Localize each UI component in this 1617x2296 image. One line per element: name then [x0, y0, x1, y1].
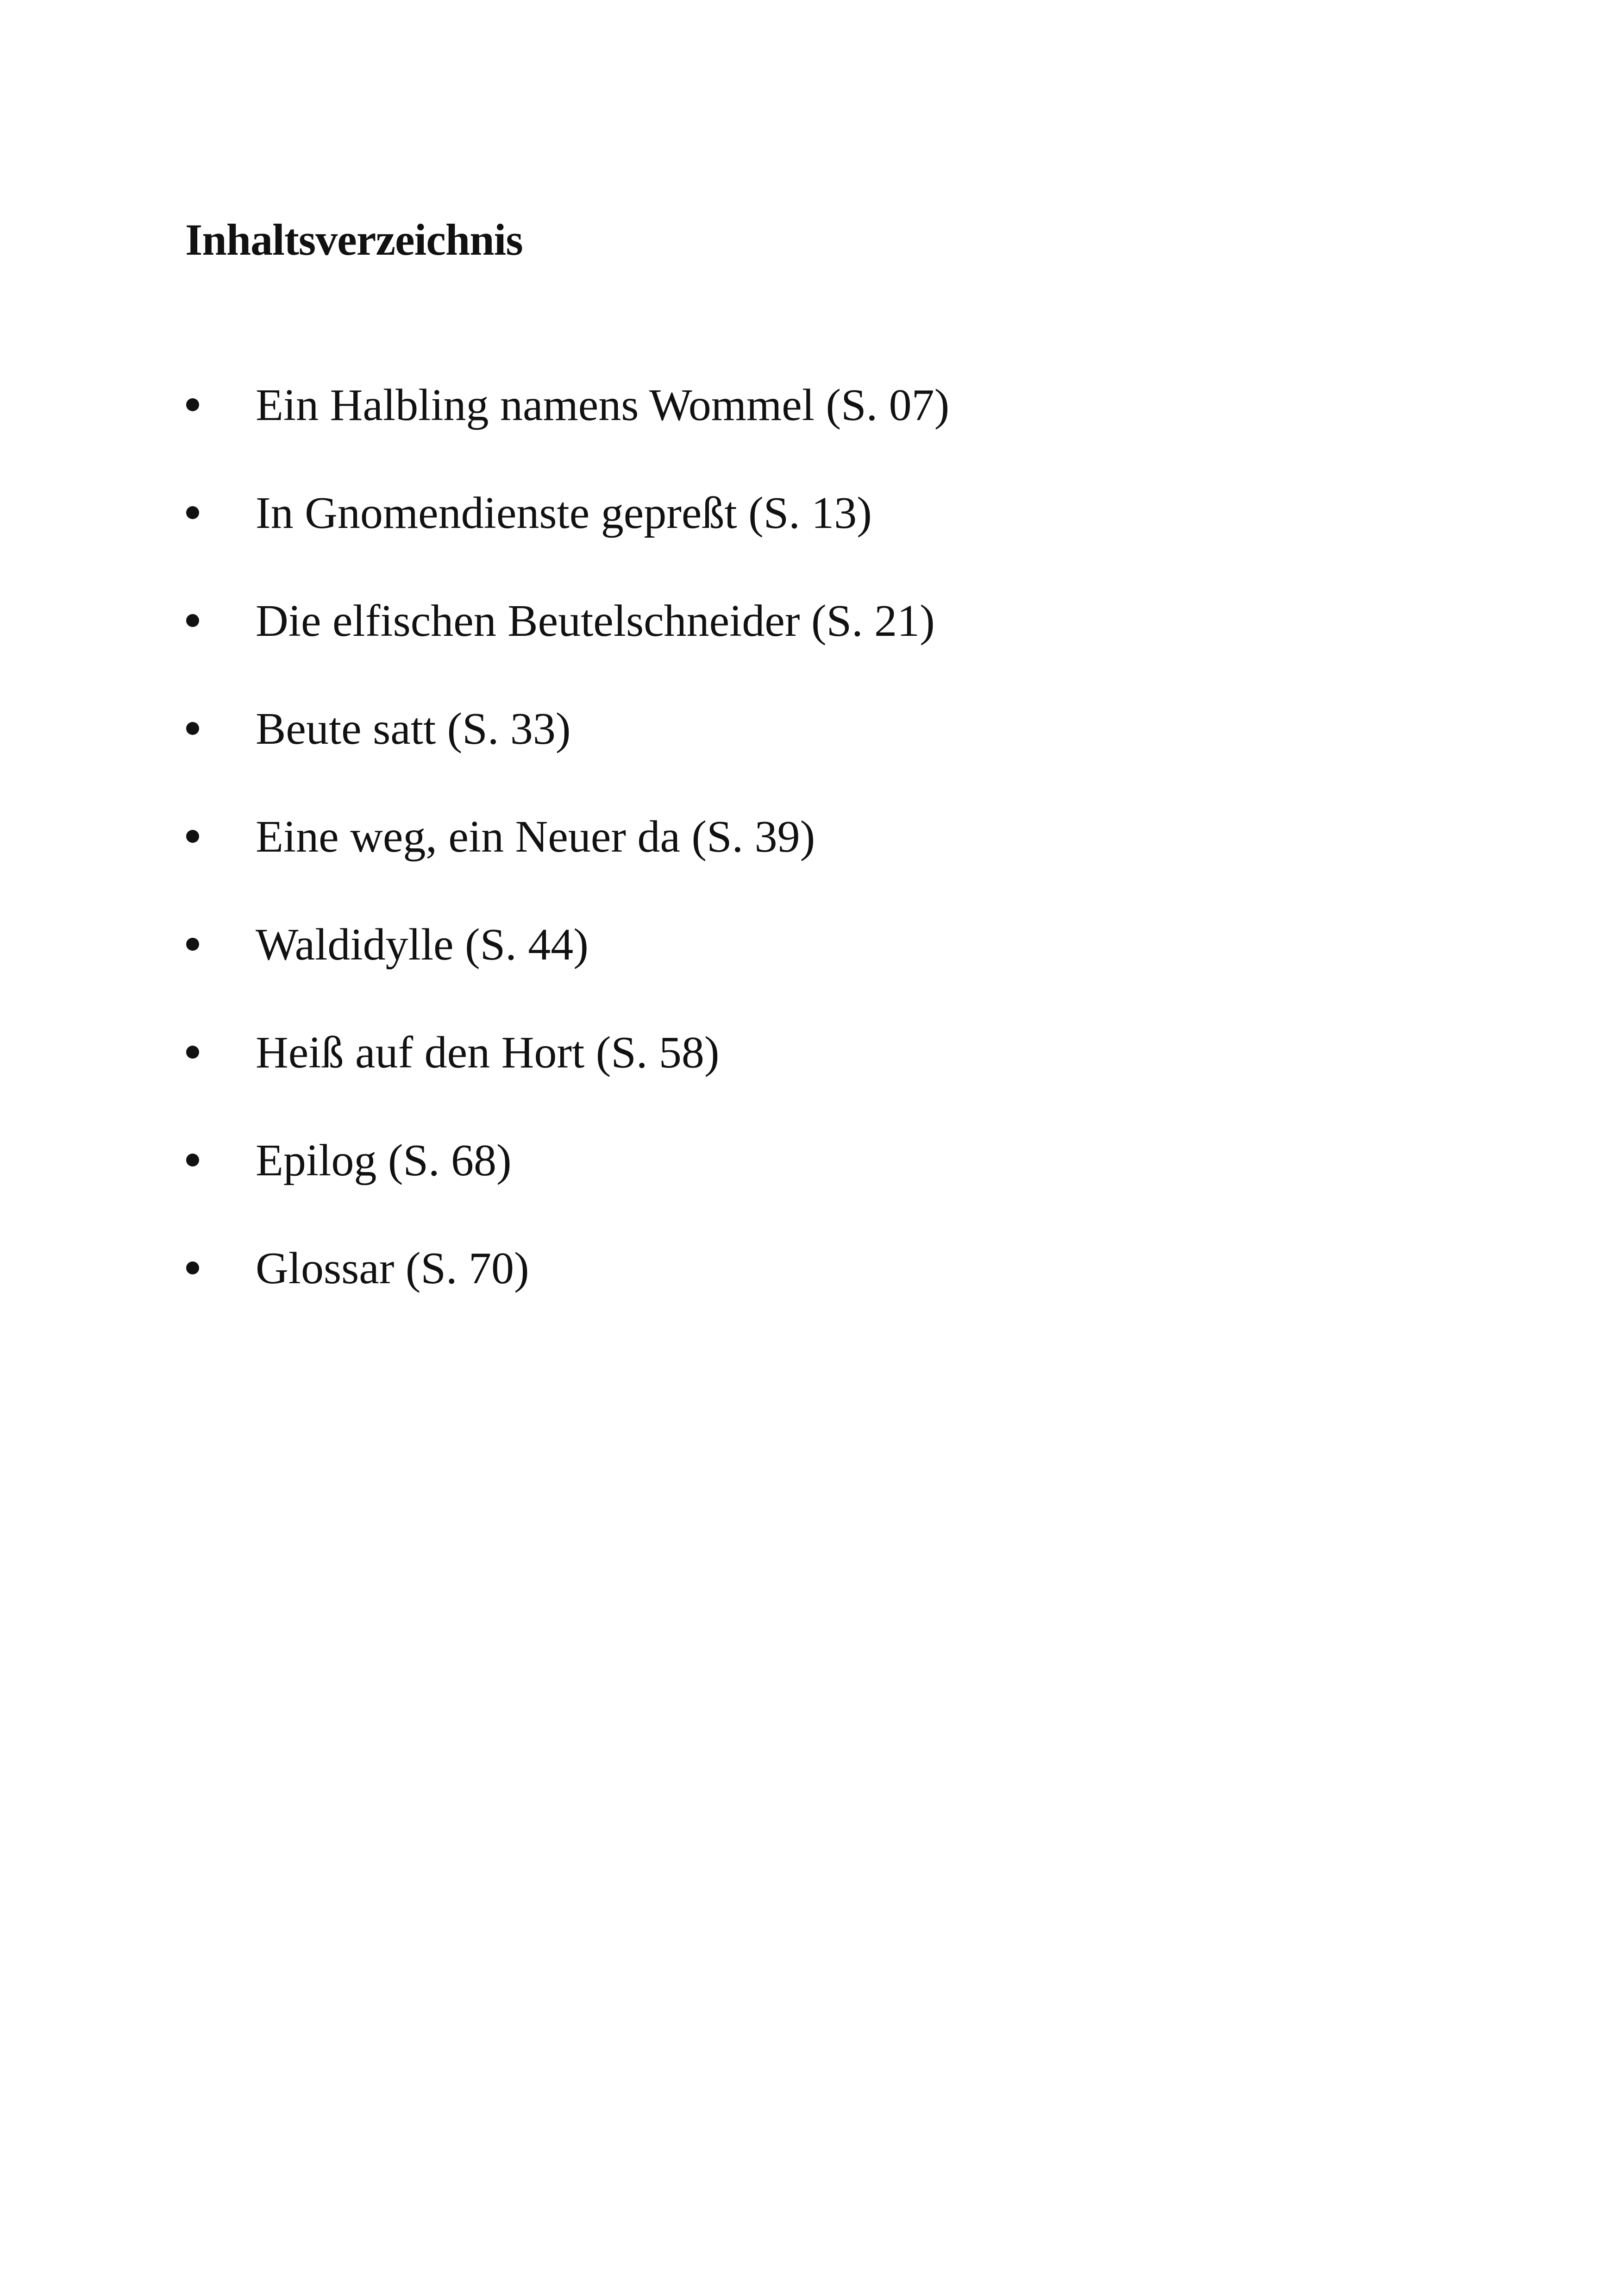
toc-entry — [0, 814, 1389, 922]
toc-entry-text: Waldidylle (S. 44) — [256, 920, 589, 970]
toc-entry — [0, 598, 1389, 706]
toc-entry-text: Eine weg, ein Neuer da (S. 39) — [256, 812, 815, 862]
toc-title: Inhaltsverzeichnis — [185, 215, 523, 264]
toc-entry-text: Epilog (S. 68) — [256, 1135, 512, 1186]
toc-entry-text: Ein Halbling namens Wommel (S. 07) — [256, 380, 950, 430]
bullet-icon — [186, 938, 199, 951]
bullet-icon — [186, 722, 199, 735]
toc-entry-text: Glossar (S. 70) — [256, 1243, 529, 1293]
toc-entry — [0, 490, 1389, 598]
toc-entry — [0, 922, 1389, 1030]
toc-entry — [0, 1135, 1389, 1246]
bullet-icon — [186, 398, 199, 411]
toc-entry — [0, 1030, 1389, 1138]
toc-entry-text: Die elfischen Beutelschneider (S. 21) — [256, 596, 935, 646]
bullet-icon — [186, 1154, 199, 1167]
bullet-icon — [186, 830, 199, 843]
bullet-icon — [186, 614, 199, 627]
toc-entry — [0, 706, 1389, 814]
toc-entry-text: Beute satt (S. 33) — [256, 704, 571, 754]
bullet-icon — [186, 1261, 199, 1274]
toc-entry — [0, 1243, 1389, 1354]
toc-list — [0, 380, 1389, 1354]
bullet-icon — [186, 1046, 199, 1059]
toc-entry — [0, 380, 1389, 490]
toc-entry-text: In Gnomendienste gepreßt (S. 13) — [256, 488, 872, 538]
toc-entry-text: Heiß auf den Hort (S. 58) — [256, 1028, 720, 1078]
bullet-icon — [186, 506, 199, 519]
